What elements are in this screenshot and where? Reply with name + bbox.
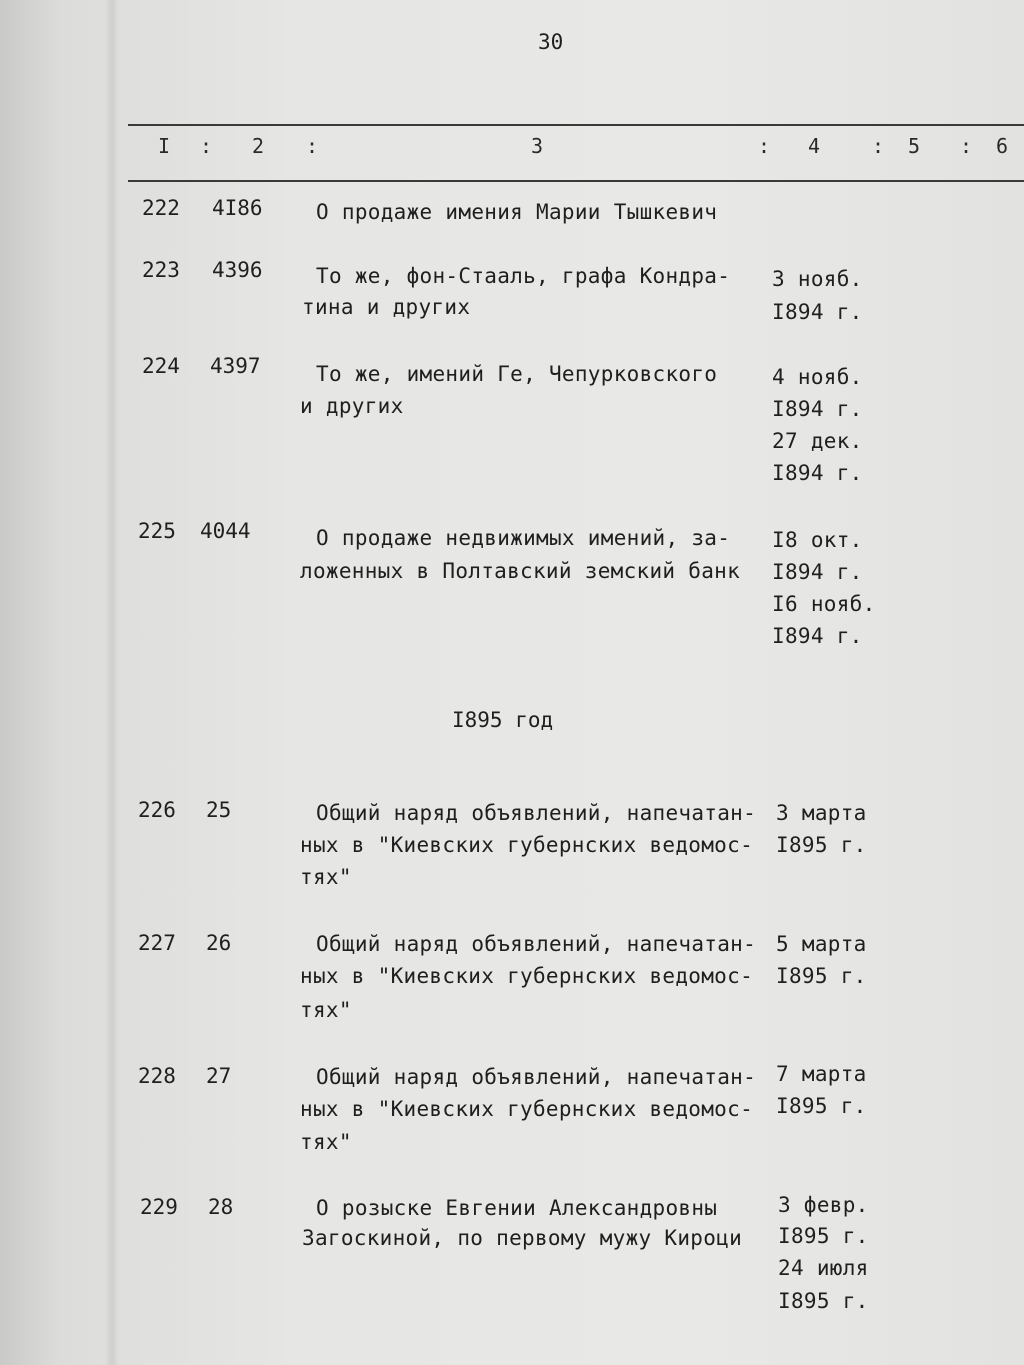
entry-description-line: тях" [300,998,352,1022]
header-separator: : [960,134,973,158]
entry-description-line: ных в "Киевских губернских ведомос- [300,833,754,857]
entry-description-line: ных в "Киевских губернских ведомос- [300,964,754,988]
entry-file-number: 4397 [210,354,261,378]
header-col-4: 4 [808,134,821,158]
entry-file-number: 25 [206,798,232,822]
entry-date: I894 г. [772,624,863,648]
entry-date: 27 дек. [772,429,863,453]
year-heading: I895 год [452,708,554,732]
entry-number: 224 [142,354,180,378]
header-col-3: 3 [531,134,544,158]
entry-date: 5 марта [776,932,867,956]
page-number: 30 [538,30,564,54]
page-fold-shadow [105,0,119,1365]
entry-file-number: 26 [206,931,232,955]
header-separator: : [306,134,319,158]
entry-date: I894 г. [772,560,863,584]
entry-description-line: ных в "Киевских губернских ведомос- [300,1097,754,1121]
entry-description-line: тина и других [302,295,471,319]
table-header-rule [128,180,1024,182]
header-col-6: 6 [996,134,1009,158]
entry-number: 227 [138,931,176,955]
header-col-2: 2 [252,134,265,158]
entry-date: I894 г. [772,300,863,324]
entry-description-line: То же, фон-Стааль, графа Кондра- [316,264,731,288]
entry-description-line: Общий наряд объявлений, напечатан- [316,1065,757,1089]
entry-date: 7 марта [776,1062,867,1086]
entry-description-line: тях" [300,1130,352,1154]
entry-number: 229 [140,1195,178,1219]
entry-number: 226 [138,798,176,822]
table-top-rule [128,124,1024,126]
entry-date: 4 нояб. [772,365,863,389]
entry-date: 3 марта [776,801,867,825]
header-col-1: I [158,134,171,158]
entry-date: I895 г. [778,1224,869,1248]
header-col-5: 5 [908,134,921,158]
entry-date: I8 окт. [772,528,863,552]
entry-description-line: О продаже имения Марии Тышкевич [316,200,718,224]
header-separator: : [872,134,885,158]
entry-number: 228 [138,1064,176,1088]
entry-date: I894 г. [772,397,863,421]
entry-file-number: 4044 [200,519,251,543]
entry-date: I6 нояб. [772,592,876,616]
entry-description-line: Общий наряд объявлений, напечатан- [316,801,757,825]
entry-number: 222 [142,196,180,220]
entry-date: 24 июля [778,1256,869,1280]
entry-description-line: То же, имений Ге, Чепурковского [316,362,718,386]
entry-date: I895 г. [776,964,867,988]
header-separator: : [758,134,771,158]
entry-description-line: О продаже недвижимых имений, за- [316,526,731,550]
entry-file-number: 4I86 [212,196,263,220]
entry-number: 223 [142,258,180,282]
entry-date: I895 г. [778,1289,869,1313]
header-separator: : [200,134,213,158]
entry-number: 225 [138,519,176,543]
entry-file-number: 28 [208,1195,234,1219]
entry-description-line: О розыске Евгении Александровны [316,1196,718,1220]
entry-date: I894 г. [772,461,863,485]
entry-date: I895 г. [776,833,867,857]
entry-description-line: Общий наряд объявлений, напечатан- [316,932,757,956]
entry-date: 3 февр. [778,1193,869,1217]
entry-description-line: тях" [300,865,352,889]
entry-file-number: 4396 [212,258,263,282]
entry-description-line: Загоскиной, по первому мужу Кироци [302,1226,743,1250]
entry-date: I895 г. [776,1094,867,1118]
entry-date: 3 нояб. [772,267,863,291]
entry-description-line: и других [300,394,404,418]
entry-description-line: ложенных в Полтавский земский банк [300,559,741,583]
entry-file-number: 27 [206,1064,232,1088]
